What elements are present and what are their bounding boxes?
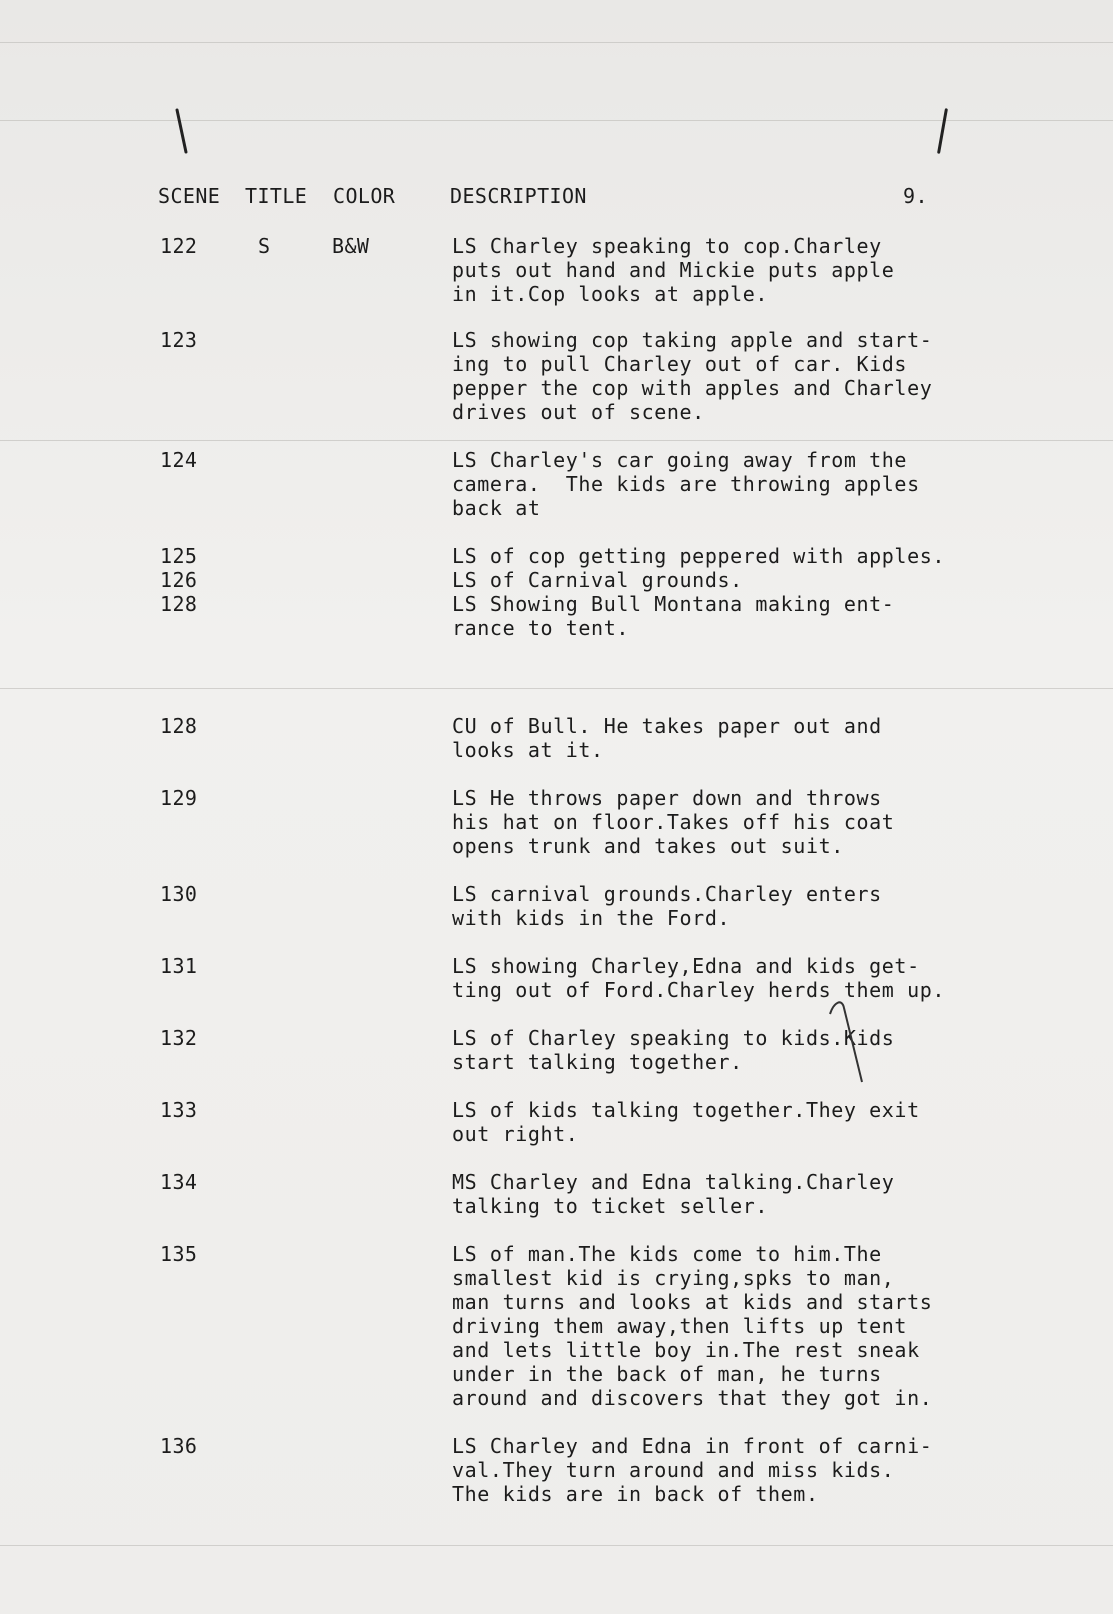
description-line: LS of Charley speaking to kids.Kids [452, 1026, 895, 1050]
description-line: The kids are in back of them. [452, 1482, 819, 1506]
description-line: back at [452, 496, 541, 520]
description-line: LS of man.The kids come to him.The [452, 1242, 882, 1266]
description-line: ting out of Ford.Charley herds them up. [452, 978, 945, 1002]
description-line: ing to pull Charley out of car. Kids [452, 352, 908, 376]
paper-rule [0, 120, 1113, 121]
description-line: LS Charley and Edna in front of carni- [452, 1434, 933, 1458]
scene-description [452, 234, 1052, 306]
scene-number: 125 [160, 544, 198, 568]
scene-number: 132 [160, 1026, 198, 1050]
description-line: CU of Bull. He takes paper out and [452, 714, 882, 738]
scene-description [452, 714, 1052, 762]
description-line: with kids in the Ford. [452, 906, 731, 930]
description-line: opens trunk and takes out suit. [452, 834, 844, 858]
description-line: drives out of scene. [452, 400, 705, 424]
scene-number: 129 [160, 786, 198, 810]
scene-number: 136 [160, 1434, 198, 1458]
description-line: LS Showing Bull Montana making ent- [452, 592, 895, 616]
description-line: pepper the cop with apples and Charley [452, 376, 933, 400]
scene-description [452, 568, 1052, 592]
paper-rule [0, 42, 1113, 43]
scene-number: 134 [160, 1170, 198, 1194]
description-line: LS Charley speaking to cop.Charley [452, 234, 882, 258]
scene-description [452, 1242, 1052, 1410]
scene-title-code: S [258, 234, 271, 258]
description-line: out right. [452, 1122, 579, 1146]
page-number: 9. [903, 184, 928, 208]
description-line: LS of Carnival grounds. [452, 568, 743, 592]
description-line: LS of kids talking together.They exit [452, 1098, 920, 1122]
description-line: val.They turn around and miss kids. [452, 1458, 895, 1482]
scene-number: 126 [160, 568, 198, 592]
scene-number: 122 [160, 234, 198, 258]
scene-description [452, 1434, 1052, 1506]
punch-hole-mark-left [175, 108, 187, 154]
description-line: under in the back of man, he turns [452, 1362, 882, 1386]
description-line: puts out hand and Mickie puts apple [452, 258, 895, 282]
pencil-check-mark [826, 996, 886, 1086]
scene-number: 130 [160, 882, 198, 906]
description-line: start talking together. [452, 1050, 743, 1074]
scene-description [452, 954, 1052, 1002]
scene-description [452, 1026, 1052, 1074]
description-line: looks at it. [452, 738, 604, 762]
description-line: driving them away,then lifts up tent [452, 1314, 908, 1338]
header-color: COLOR [333, 184, 396, 208]
scene-description [452, 448, 1052, 520]
scene-description [452, 1170, 1052, 1218]
scene-number: 131 [160, 954, 198, 978]
description-line: LS He throws paper down and throws [452, 786, 882, 810]
paper-rule [0, 1545, 1113, 1546]
scene-description [452, 882, 1052, 930]
scene-description [452, 592, 1052, 640]
scene-number: 124 [160, 448, 198, 472]
paper-rule [0, 688, 1113, 689]
scene-number: 135 [160, 1242, 198, 1266]
scene-description [452, 786, 1052, 858]
description-line: camera. The kids are throwing apples [452, 472, 920, 496]
paper-rule [0, 440, 1113, 441]
description-line: LS Charley's car going away from the [452, 448, 908, 472]
header-description: DESCRIPTION [450, 184, 587, 208]
description-line: man turns and looks at kids and starts [452, 1290, 933, 1314]
description-line: LS showing Charley,Edna and kids get- [452, 954, 920, 978]
description-line: in it.Cop looks at apple. [452, 282, 769, 306]
description-line: around and discovers that they got in. [452, 1386, 933, 1410]
scene-color-code: B&W [332, 234, 370, 258]
description-line: LS carnival grounds.Charley enters [452, 882, 882, 906]
description-line: MS Charley and Edna talking.Charley [452, 1170, 895, 1194]
scene-number: 128 [160, 592, 198, 616]
description-line: his hat on floor.Takes off his coat [452, 810, 895, 834]
header-scene: SCENE [158, 184, 221, 208]
scene-number: 133 [160, 1098, 198, 1122]
scene-number: 128 [160, 714, 198, 738]
header-title: TITLE [245, 184, 308, 208]
description-line: and lets little boy in.The rest sneak [452, 1338, 920, 1362]
scene-description [452, 544, 1052, 568]
scene-number: 123 [160, 328, 198, 352]
description-line: LS showing cop taking apple and start- [452, 328, 933, 352]
description-line: rance to tent. [452, 616, 629, 640]
punch-hole-mark-right [937, 108, 948, 154]
scene-description [452, 1098, 1052, 1146]
description-line: talking to ticket seller. [452, 1194, 769, 1218]
scene-description [452, 328, 1052, 424]
description-line: LS of cop getting peppered with apples. [452, 544, 945, 568]
description-line: smallest kid is crying,spks to man, [452, 1266, 895, 1290]
